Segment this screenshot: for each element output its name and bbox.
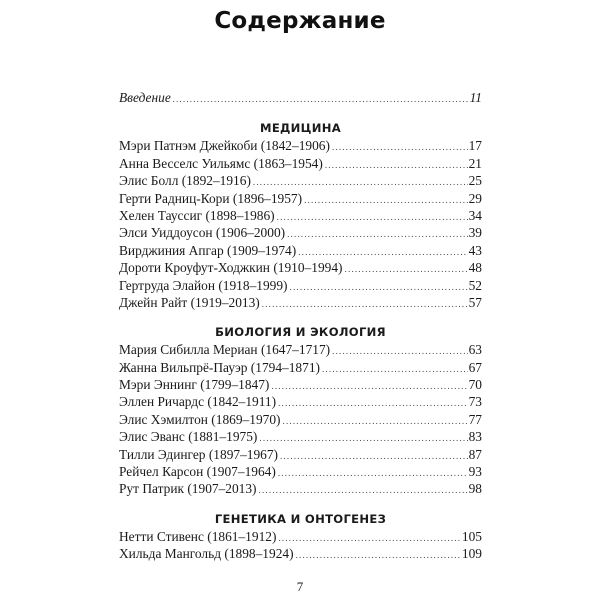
toc-entry-page: 25 (468, 173, 482, 189)
leader-dots (296, 547, 461, 564)
toc-entry-name: Жанна Вильпрё-Пауэр (1794–1871) (119, 359, 320, 375)
leader-dots (332, 343, 467, 360)
leader-dots (277, 209, 468, 226)
toc-entry-name: Мэри Эннинг (1799–1847) (119, 377, 270, 393)
leader-dots (287, 226, 468, 243)
toc-entry (119, 224, 482, 241)
toc-entry-page: 17 (468, 138, 482, 154)
toc-entry-page: 67 (468, 359, 482, 375)
leader-dots (262, 296, 468, 313)
leader-dots (325, 157, 468, 174)
toc-entry (119, 480, 482, 497)
toc-entry-name: Рут Патрик (1907–2013) (119, 481, 257, 497)
toc-entry-page: 83 (468, 429, 482, 445)
toc-entry-page: 93 (468, 464, 482, 480)
leader-dots (173, 91, 469, 108)
toc-entry (119, 277, 482, 294)
toc-entry-page: 73 (468, 394, 482, 410)
toc-entry-name: Эллен Ричардс (1842–1911) (119, 394, 277, 410)
toc-entry-name: Мэри Патнэм Джейкоби (1842–1906) (119, 138, 330, 154)
toc-entry-name: Дороти Кроуфут-Ходжкин (1910–1994) (119, 260, 343, 276)
toc-entry-name: Элис Болл (1892–1916) (119, 173, 251, 189)
toc-entry (119, 137, 482, 154)
toc-entry (119, 428, 482, 445)
toc-entry-page: 52 (468, 277, 482, 293)
toc-entry (119, 359, 482, 376)
page-title: Содержание (214, 8, 386, 34)
toc-entry (119, 545, 482, 562)
toc-entry-introduction (119, 89, 482, 106)
toc-entry-name: Введение (119, 90, 171, 105)
toc-entry (119, 341, 482, 358)
toc-entry (119, 463, 482, 480)
toc-entry-page: 87 (468, 446, 482, 462)
leader-dots (259, 482, 468, 499)
toc-sections (119, 120, 482, 562)
toc-entry (119, 155, 482, 172)
toc-entry-name: Мария Сибилла Мериан (1647–1717) (119, 342, 331, 358)
leader-dots (278, 530, 460, 547)
toc-entry-page: 29 (468, 190, 482, 206)
toc-entry-name: Тилли Эдингер (1897–1967) (119, 446, 279, 462)
toc-entry-page: 43 (468, 242, 482, 258)
leader-dots (278, 395, 468, 412)
leader-dots (278, 465, 468, 482)
page-number: 7 (296, 579, 304, 594)
toc-entry-name: Рейчел Карсон (1907–1964) (119, 464, 276, 480)
leader-dots (304, 192, 468, 209)
section-heading: МЕДИЦИНА (259, 121, 342, 136)
leader-dots (259, 430, 467, 447)
toc-entry-page: 21 (468, 155, 482, 171)
toc-entry-page: 34 (468, 207, 482, 223)
leader-dots (280, 448, 468, 465)
leader-dots (345, 261, 468, 278)
toc-entry (119, 207, 482, 224)
toc-entry-page: 39 (468, 225, 482, 241)
toc-entry (119, 259, 482, 276)
toc-entry-page: 105 (461, 528, 482, 544)
toc-entry-page: 63 (468, 342, 482, 358)
toc-entry-page: 70 (468, 377, 482, 393)
toc-entry-name: Гертруда Элайон (1918–1999) (119, 277, 288, 293)
toc-entry (119, 294, 482, 311)
toc-entry (119, 411, 482, 428)
toc-entry-page: 77 (468, 411, 482, 427)
toc-entry-page: 57 (468, 294, 482, 310)
leader-dots (271, 378, 467, 395)
toc-entry-name: Элис Эванс (1881–1975) (119, 429, 258, 445)
toc-entry-name: Герти Радниц-Кори (1896–1957) (119, 190, 303, 206)
leader-dots (332, 139, 468, 156)
toc-entry-page: 48 (468, 260, 482, 276)
toc-entry-page: 11 (469, 90, 482, 105)
toc-entry (119, 190, 482, 207)
toc-entry-name: Элис Хэмилтон (1869–1970) (119, 411, 281, 427)
toc-entry (119, 242, 482, 259)
table-of-contents (119, 89, 482, 563)
toc-entry (119, 393, 482, 410)
leader-dots (322, 361, 468, 378)
leader-dots (290, 279, 468, 296)
toc-entry-name: Вирджиния Апгар (1909–1974) (119, 242, 297, 258)
toc-entry (119, 376, 482, 393)
leader-dots (283, 413, 468, 430)
toc-entry-name: Анна Весселс Уильямс (1863–1954) (119, 155, 323, 171)
toc-entry-name: Джейн Райт (1919–2013) (119, 294, 260, 310)
toc-entry-page: 109 (461, 546, 482, 562)
toc-entry-name: Элси Уиддоусон (1906–2000) (119, 225, 286, 241)
toc-entry (119, 172, 482, 189)
toc-entry-name: Хильда Мангольд (1898–1924) (119, 546, 294, 562)
toc-entry-page: 98 (468, 481, 482, 497)
toc-entry (119, 528, 482, 545)
toc-entry (119, 446, 482, 463)
toc-entry-name: Хелен Тауссиг (1898–1986) (119, 207, 275, 223)
section-heading: ГЕНЕТИКА И ОНТОГЕНЕЗ (214, 511, 387, 526)
toc-entry-name: Нетти Стивенс (1861–1912) (119, 528, 277, 544)
section-heading: БИОЛОГИЯ И ЭКОЛОГИЯ (215, 325, 386, 340)
